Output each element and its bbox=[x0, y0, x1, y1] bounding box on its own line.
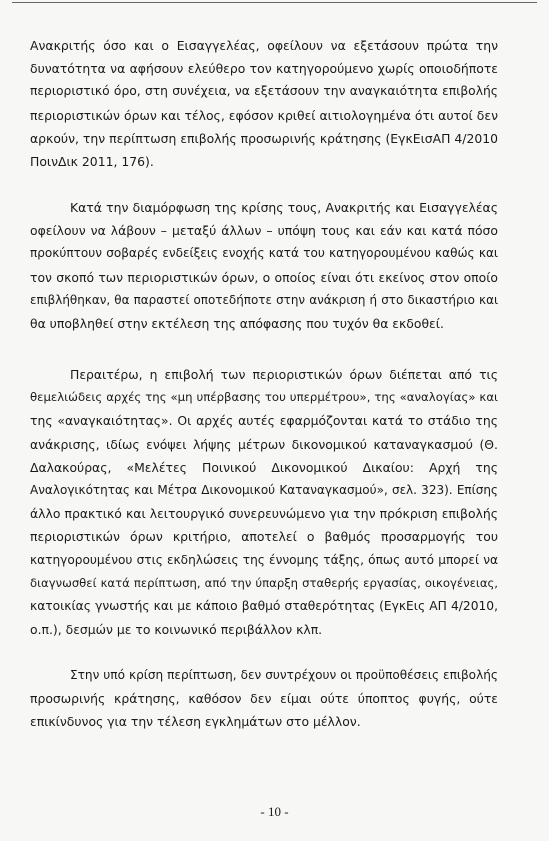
text-line: Περαιτέρω, η επιβολή των περιοριστικών όρων διέπεται από τις bbox=[70, 367, 498, 382]
text-line: της «αναγκαιότητας». Οι αρχές αυτές εφαρμόζονται κατά το στάδιο της bbox=[30, 413, 498, 429]
text-line: επικίνδυνος για την τέλεση εγκλημάτων στο μέλλον. bbox=[30, 714, 361, 730]
text-line: επιβλήθηκαν, θα παραστεί οποτεδήποτε στην ανάκριση ή στο δικαστήριο και bbox=[30, 292, 498, 307]
text-line: Κατά την διαμόρφωση της κρίσης τους, Ανακριτής και Εισαγγελέας bbox=[70, 200, 498, 215]
text-line: διαγνωσθεί κατά περίπτωση, από την ύπαρξη σταθερής εργασίας, οικογένειας, bbox=[30, 575, 498, 590]
paragraph-conclusion bbox=[30, 664, 498, 734]
text-line: ΠοινΔικ 2011, 176). bbox=[30, 154, 154, 170]
text-line: Ανακριτής όσο και ο Εισαγγελέας, οφείλουν να εξετάσουν πρώτα την bbox=[30, 38, 498, 53]
text-line: Δαλακούρας, «Μελέτες Ποινικού Δικονομικού Δικαίου: Αρχή της bbox=[30, 459, 498, 475]
text-line: θα υποβληθεί στην εκτέλεση της απόφασης που τυχόν θα εκδοθεί. bbox=[30, 316, 444, 332]
text-line: Στην υπό κρίση περίπτωση, δεν συντρέχουν οι προϋποθέσεις επιβολής bbox=[70, 668, 498, 682]
text-line: κατηγορουμένου στις εκδηλώσεις της έννομης τάξης, όπως αυτό μπορεί να bbox=[30, 552, 498, 567]
text-line: θεμελιώδεις αρχές της «μη υπέρβασης του υπερμέτρου», της «αναλογίας» και bbox=[30, 390, 498, 405]
paragraph-continuation bbox=[30, 34, 498, 173]
text-line: άλλο πρακτικό και λειτουργικό συνερευνώμενο για την πρόκριση επιβολής bbox=[30, 506, 498, 522]
text-line: προσωρινής κράτησης, καθόσον δεν είμαι ούτε ύποπτος φυγής, ούτε bbox=[30, 691, 498, 707]
page-number: - 10 - bbox=[260, 804, 289, 819]
text-line: προκύπτουν σοβαρές ενδείξεις ενοχής κατά του κατηγορουμένου καθώς και bbox=[30, 246, 498, 261]
text-line: Αναλογικότητας και Μέτρα Δικονομικού Καταναγκασμού», σελ. 323). Επίσης bbox=[30, 483, 498, 498]
text-line: κατοικίας γνωστής και με κάποιο βαθμό σταθερότητας (ΕγκΕις ΑΠ 4/2010, bbox=[30, 599, 498, 614]
text-line: περιοριστικών όρων και τέλος, εφόσον κριθεί αιτιολογημένα ότι αυτοί δεν bbox=[30, 107, 498, 123]
text-line: περιοριστικό όρο, στη συνέχεια, να εξετάσουν την αναγκαιότητα επιβολής bbox=[30, 84, 498, 99]
text-line: ανάκρισης, ιδίως ενόψει λήψης μέτρων δικονομικού καταναγκασμού (Θ. bbox=[30, 436, 498, 452]
text-line: ο.π.), δεσμών με το κοινωνικό περιβάλλον κλπ. bbox=[30, 622, 323, 638]
paragraph-judgement-criteria bbox=[30, 196, 498, 335]
text-line: αρκούν, την περίπτωση επιβολής προσωρινής κράτησης (ΕγκΕισΑΠ 4/2010 bbox=[30, 130, 498, 146]
top-divider bbox=[12, 2, 537, 3]
text-line: τον σκοπό των περιοριστικών όρων, ο οποίος είναι ότι εκείνος στον οποίο bbox=[30, 269, 498, 285]
text-line: οφείλουν να λάβουν – μεταξύ άλλων – υπόψη τους και εάν και κατά πόσο bbox=[30, 223, 498, 239]
paragraph-principles bbox=[30, 363, 498, 641]
text-line: δυνατότητα να αφήσουν ελεύθερο τον κατηγορούμενο χωρίς οποιοδήποτε bbox=[30, 61, 498, 77]
text-line: περιοριστικών όρων κριτήριο, αποτελεί ο βαθμός προσαρμογής του bbox=[30, 529, 498, 545]
